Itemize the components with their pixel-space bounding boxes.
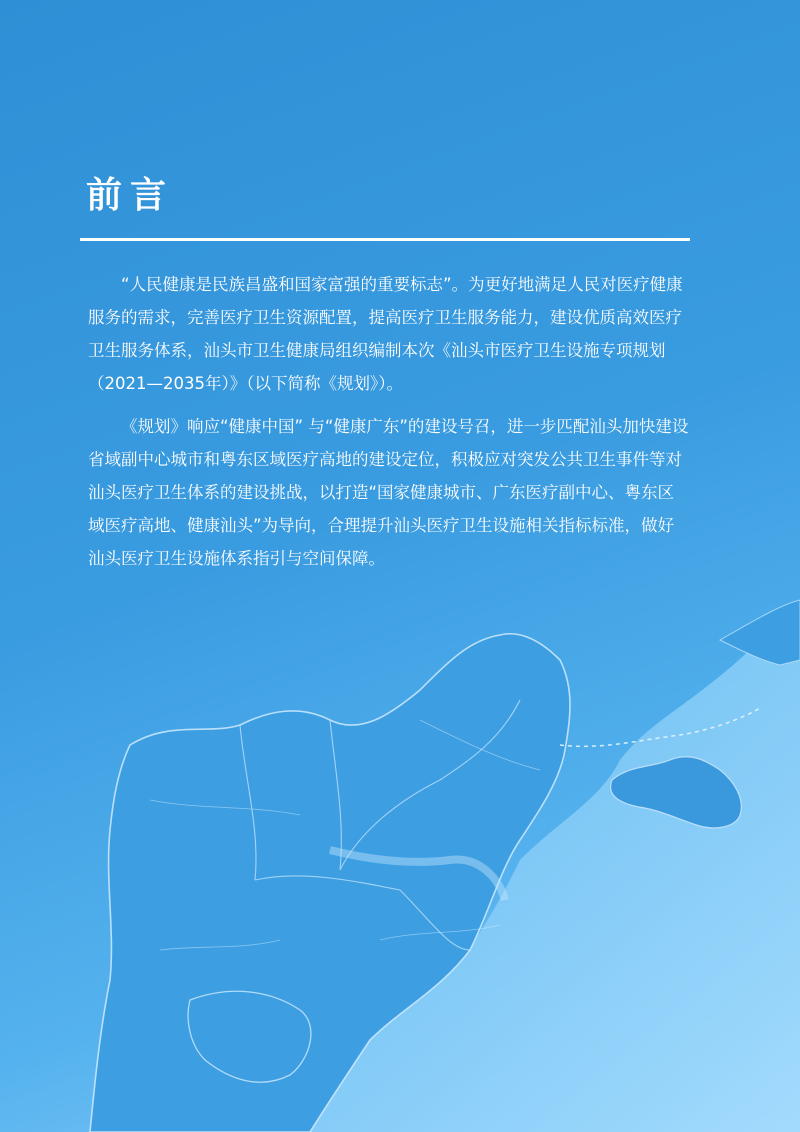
paragraph: “人民健康是民族昌盛和国家富强的重要标志”。为更好地满足人民对医疗健康服务的需求，完善医疗卫生资源配置，提高医疗卫生服务能力，建设优质高效医疗卫生服务体系，汕头市卫生健康局组织编制本次《汕头市医疗卫生设施专项规划（2021—2035年）》（以下简称《规划》）。 [88,275,683,393]
coastal-land [720,600,800,665]
preface-body [88,268,690,585]
page-title: 前言 [86,175,175,216]
title-divider [80,238,690,241]
paragraph: 《规划》响应“健康中国” 与“健康广东”的建设号召，进一步匹配汕头加快建设省域副中心城市和粤东区域医疗高地的建设定位，积极应对突发公共卫生事件等对汕头医疗卫生体系的建设挑战，以打造“国家健康城市、广东医疗副中心、粤东区域医疗高地、健康汕头”为导向，合理提升汕头医疗卫生设施相关指标标准，做好汕头医疗卫生设施体系指引与空间保障。 [88,417,689,568]
